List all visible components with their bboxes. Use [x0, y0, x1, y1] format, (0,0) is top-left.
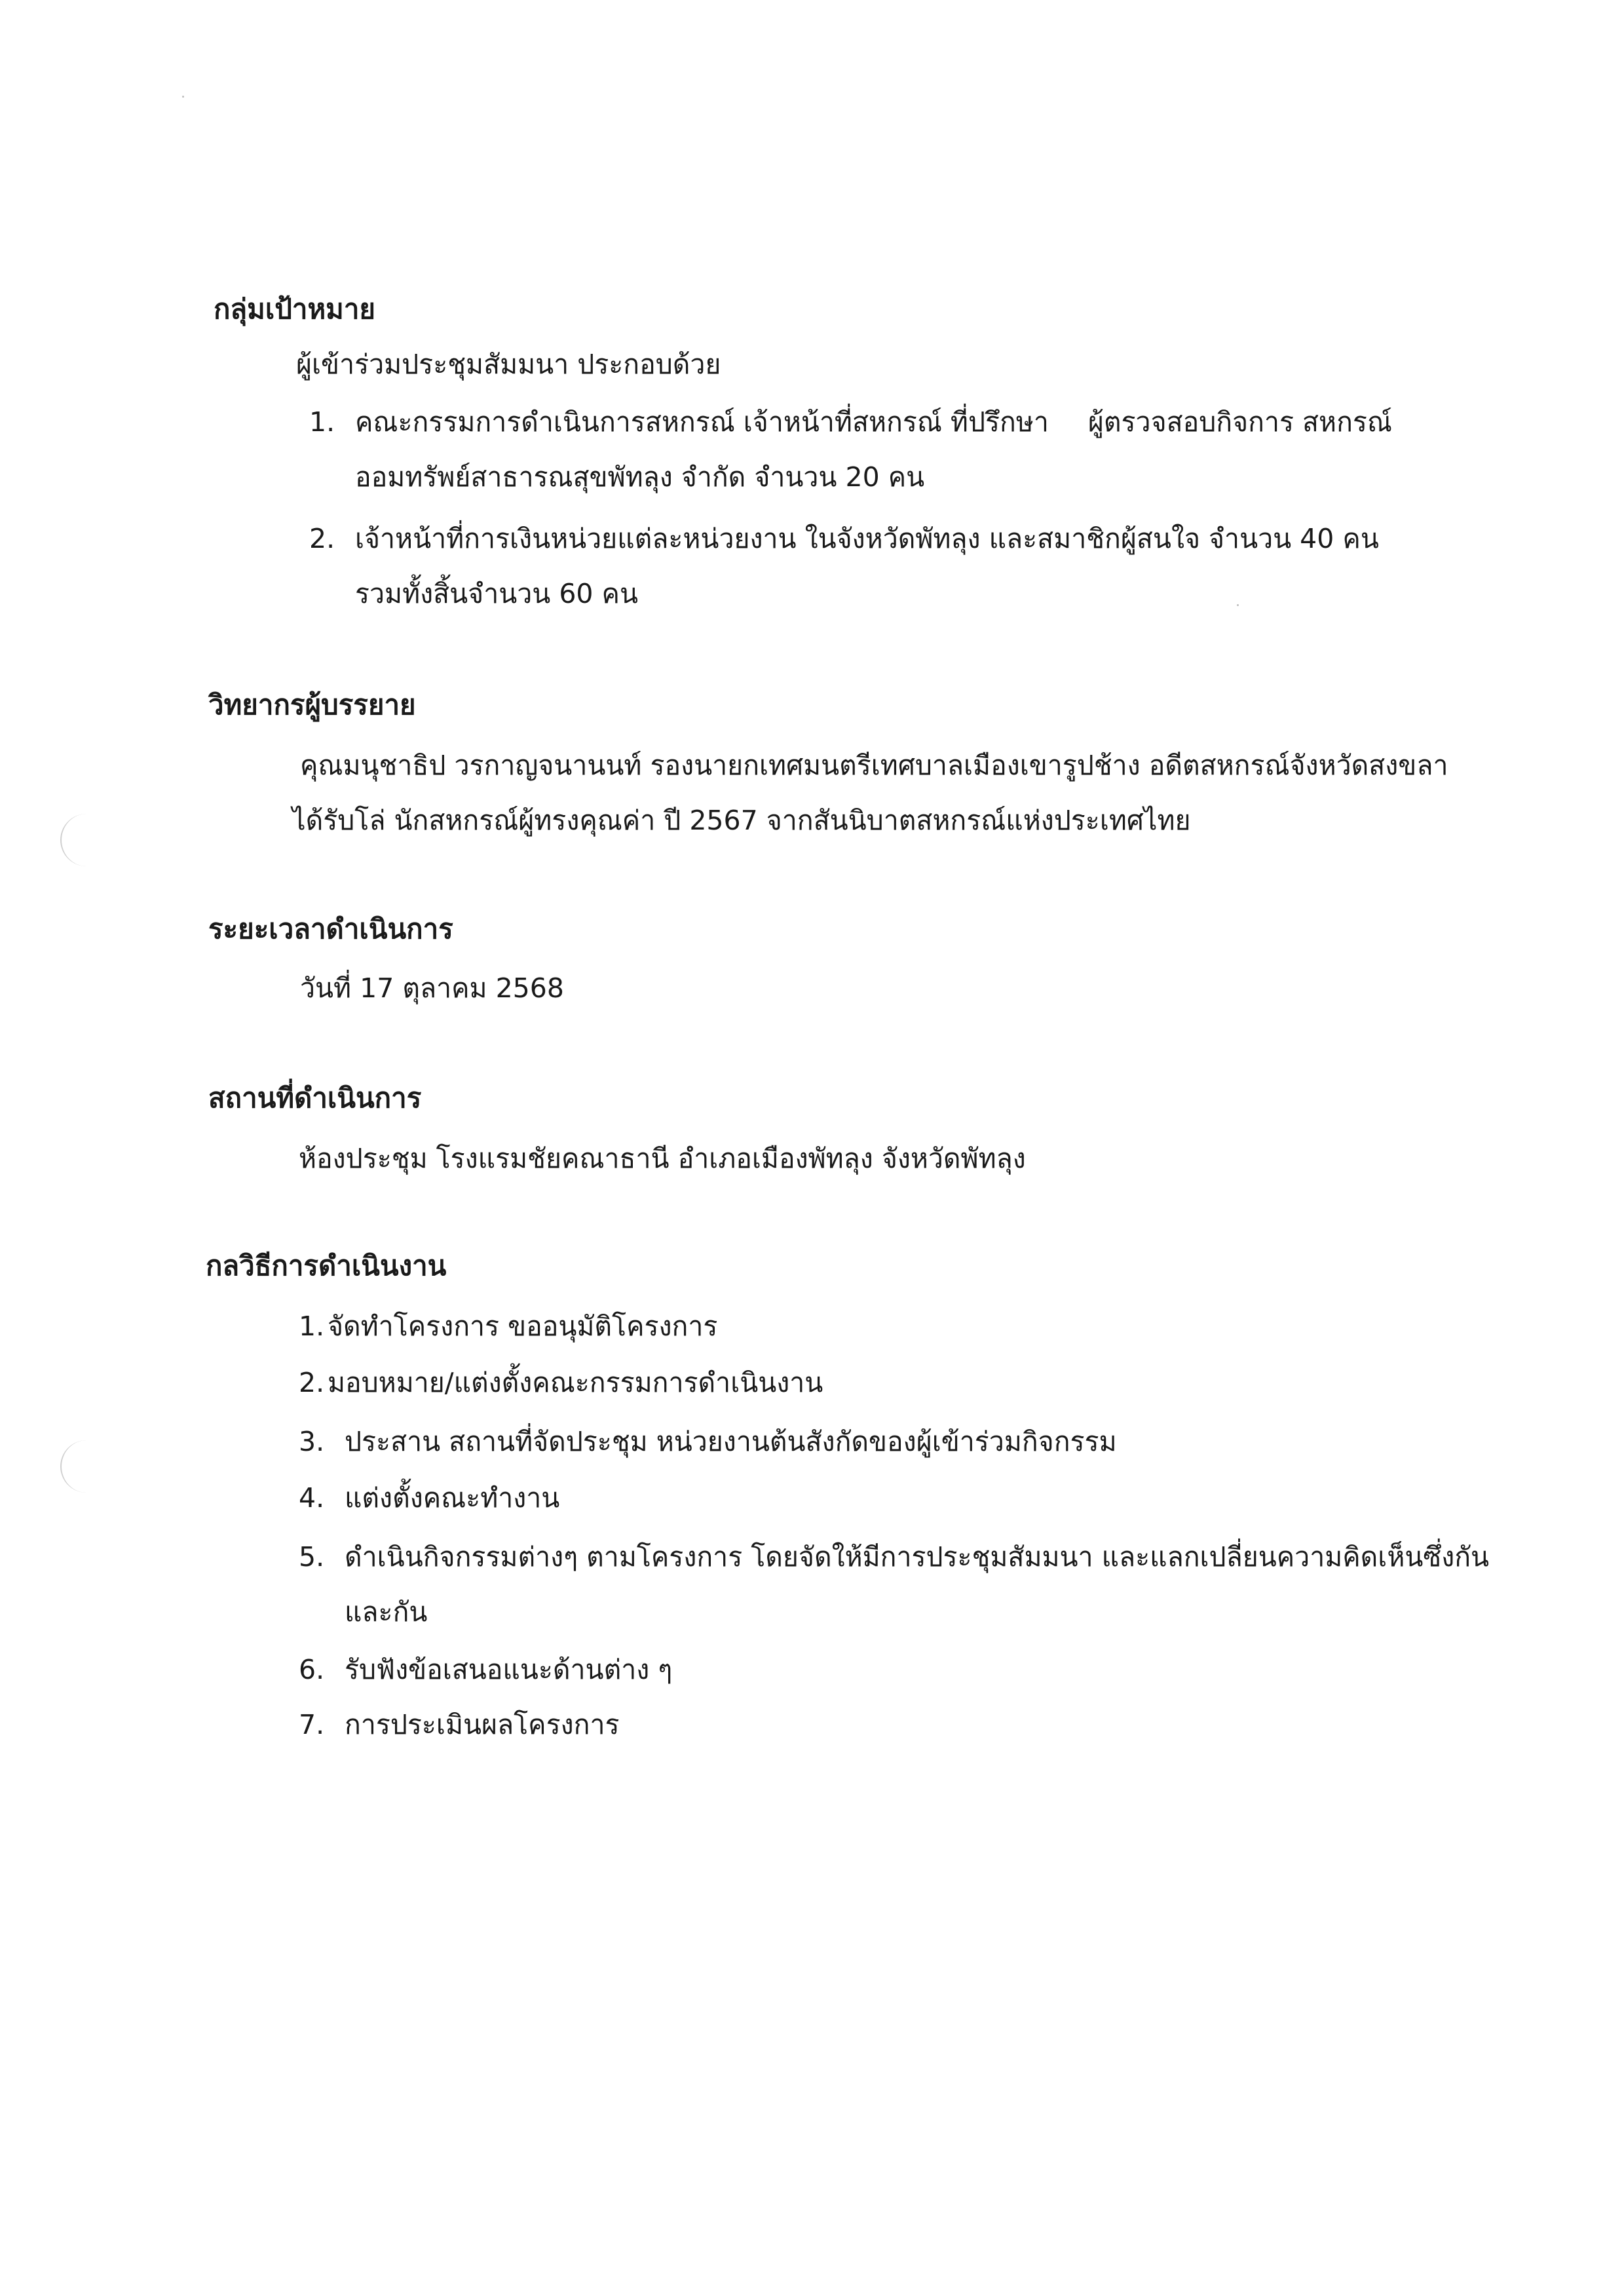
- list-number: 4.: [299, 1482, 325, 1514]
- list-number: 2.: [299, 1367, 325, 1398]
- list-item-text: การประเมินผลโครงการ: [345, 1709, 620, 1740]
- scan-speck: [1237, 604, 1239, 606]
- list-item-text: จัดทำโครงการ ขออนุมัติโครงการ: [328, 1311, 718, 1342]
- punch-hole-mark: [60, 1440, 88, 1493]
- method-item-5-continued: และกัน: [345, 1596, 428, 1628]
- list-item-text: มอบหมาย/แต่งตั้งคณะกรรมการดำเนินงาน: [328, 1367, 823, 1398]
- list-number: 6.: [299, 1654, 325, 1685]
- list-number: 2.: [309, 523, 335, 554]
- method-item-6: [299, 1651, 672, 1688]
- method-item-7: [299, 1706, 620, 1743]
- section-heading-period: ระยะเวลาดำเนินการ: [208, 913, 453, 945]
- target-group-item-1-line-1: [309, 404, 1392, 440]
- scan-speck: [182, 96, 184, 98]
- section-heading-speaker: วิทยากรผู้บรรยาย: [208, 689, 416, 721]
- venue-text: ห้องประชุม โรงแรมชัยคณาธานี อำเภอเมืองพัทลุง จังหวัดพัทลุง: [299, 1143, 1026, 1174]
- punch-hole-mark: [60, 814, 88, 866]
- list-item-text: ดำเนินกิจกรรมต่างๆ ตามโครงการ โดยจัดให้มีการประชุมสัมมนา และแลกเปลี่ยนความคิดเห็นซึ่งกัน: [345, 1541, 1490, 1573]
- list-item-text: เจ้าหน้าที่การเงินหน่วยแต่ละหน่วยงาน ในจังหวัดพัทลุง และสมาชิกผู้สนใจ จำนวน 40 คน: [355, 523, 1379, 554]
- method-item-2: [299, 1364, 823, 1401]
- section-heading-target-group: กลุ่มเป้าหมาย: [214, 293, 376, 325]
- list-item-text: คณะกรรมการดำเนินการสหกรณ์ เจ้าหน้าที่สหกรณ์ ที่ปรึกษา: [355, 406, 1049, 438]
- target-group-item-2-line-1: [309, 520, 1379, 557]
- target-group-item-1-line-2: ออมทรัพย์สาธารณสุขพัทลุง จำกัด จำนวน 20 คน: [355, 461, 925, 493]
- method-item-4: [299, 1480, 559, 1516]
- section-heading-method: กลวิธีการดำเนินงาน: [206, 1250, 447, 1282]
- list-number: 5.: [299, 1541, 325, 1573]
- target-group-intro: ผู้เข้าร่วมประชุมสัมมนา ประกอบด้วย: [296, 349, 721, 380]
- period-date: วันที่ 17 ตุลาคม 2568: [300, 972, 564, 1004]
- method-item-3: [299, 1423, 1117, 1460]
- method-item-5: [299, 1539, 1489, 1575]
- target-group-item-2-line-2: รวมทั้งสิ้นจำนวน 60 คน: [355, 578, 638, 609]
- speaker-line-2: ได้รับโล่ นักสหกรณ์ผู้ทรงคุณค่า ปี 2567 จากสันนิบาตสหกรณ์แห่งประเทศไทย: [292, 805, 1191, 836]
- list-item-text: รับฟังข้อเสนอแนะด้านต่าง ๆ: [345, 1654, 673, 1685]
- list-number: 3.: [299, 1426, 325, 1457]
- method-item-1: [299, 1308, 717, 1345]
- list-number: 1.: [309, 406, 335, 438]
- list-number: 7.: [299, 1709, 325, 1740]
- speaker-line-1: คุณมนุชาธิป วรกาญจนานนท์ รองนายกเทศมนตรีเทศบาลเมืองเขารูปช้าง อดีตสหกรณ์จังหวัดสงขลา: [300, 750, 1448, 781]
- section-heading-venue: สถานที่ดำเนินการ: [208, 1082, 422, 1114]
- list-item-text: ประสาน สถานที่จัดประชุม หน่วยงานต้นสังกัดของผู้เข้าร่วมกิจกรรม: [345, 1426, 1117, 1457]
- list-item-text: แต่งตั้งคณะทำงาน: [345, 1482, 560, 1514]
- list-number: 1.: [299, 1311, 325, 1342]
- list-item-text: ผู้ตรวจสอบกิจการ สหกรณ์: [1087, 406, 1392, 438]
